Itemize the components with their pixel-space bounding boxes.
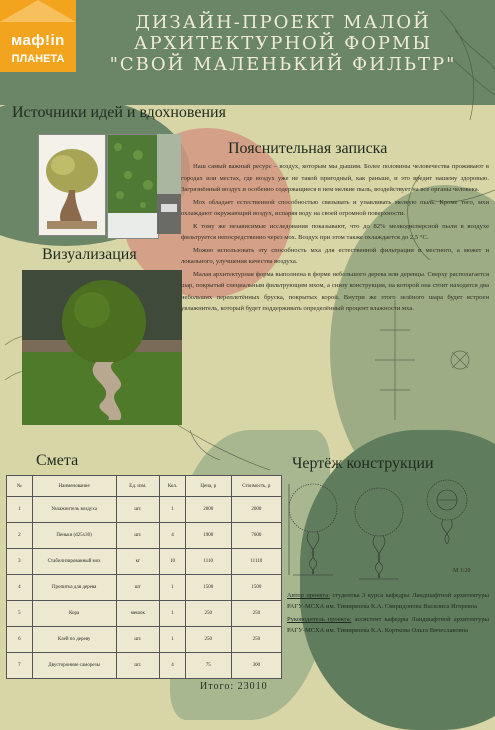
inspiration-photo-moss-tree [38,134,106,236]
note-heading: Пояснительная записка [228,140,388,157]
column-header: Цена, р [185,476,231,497]
table-row [7,523,282,549]
note-paragraph: К тому же независимые исследования показывают, что до 82% мелкодисперсной пыли в воздухе фильтруется непосредственно через мох. Воздух при этом также охлаждается до 2,5 °С. [181,222,489,241]
table-cell: Пеньки (d25х30) [32,523,116,549]
table-cell: мешок [116,601,160,627]
estimate-table [6,475,282,679]
table-cell: 250 [185,601,231,627]
visualization-heading: Визуализация [42,246,137,263]
logo-roof-shape [0,0,76,22]
table-cell: 1900 [185,523,231,549]
table-cell: 1 [160,575,186,601]
column-header: Ед. изм. [116,476,160,497]
logo-text: маф!in [11,32,65,49]
author-text: студентка 3 курса кафедры Ландшафтной архитектуры РАГУ-МСХА им. Тимирязева К.А. Свиридонова Василиса Игоревна [287,592,490,610]
estimate-heading: Смета [36,452,79,469]
supervisor-label: Руководитель проекта: [287,616,352,623]
author-credit [287,590,489,612]
drawing-heading: Чертёж конструкции [292,455,434,472]
table-cell: 7 [7,653,33,679]
table-cell: 5 [7,601,33,627]
table-cell: Клей по дереву [32,627,116,653]
table-cell: 1500 [231,575,281,601]
note-paragraph: Мох обладает естественной способностью связывать и упавливать мелкую пыль. Кроме того, мхи охлаждают окружающий воздух, испаряя воду на своей огромной поверхности. [181,198,489,217]
note-paragraph: Наш самый важный ресурс – воздух, которым мы дышим. Более половины человечества проживают в городах или местах, где воздух уже не такой пригодный, как раньше, и это вредит нашему здоровью. Загрязнённый воздух и особенно содержащиеся в нем мелкие пыль, воздействует на все органы человека. [181,163,489,193]
note-paragraph: Малая архитектурная форма выполнена в форме небольшого дерева или деревцы. Сверху располагается шар, покрытый специальным фильтрующим мхом, а снизу конструкция, на которой она стоит находятся два небольших переплетённых бруска, покрытых корой. Внутри же этого зелёного шара будет встроен увлажнитель, который будет поддерживать определённый процент влажности мха. [181,270,489,312]
table-cell: 4 [160,653,186,679]
table-cell: кг [116,549,160,575]
column-header: Стоимость, р [231,476,281,497]
table-cell: 10 [160,549,186,575]
page-title [78,12,488,75]
table-cell: 300 [231,653,281,679]
table-cell: 4 [7,575,33,601]
table-cell: Двусторонние саморезы [32,653,116,679]
inspiration-photo-moss-wall [107,134,159,239]
drawing-scale: М 1:20 [453,568,471,574]
sources-heading: Источники идей и вдохновения [12,104,226,121]
table-cell: Пропитка для дерева [32,575,116,601]
author-label: Автор проекта: [287,592,330,599]
table-cell: Кора [32,601,116,627]
table-row [7,575,282,601]
table-cell: 2000 [231,497,281,523]
table-cell: 1 [7,497,33,523]
table-row [7,497,282,523]
table-row [7,601,282,627]
inspiration-photo-street [157,134,181,234]
table-cell: 11110 [231,549,281,575]
table-cell: 1 [160,497,186,523]
table-row [7,627,282,653]
table-cell: 1 [160,601,186,627]
table-cell: 250 [185,627,231,653]
column-header: Наименование [32,476,116,497]
estimate-total: Итого: 23010 [200,681,268,692]
supervisor-credit [287,614,489,636]
table-cell: шт. [116,523,160,549]
explanatory-note [181,161,489,316]
table-cell: 1500 [185,575,231,601]
table-cell: 3 [7,549,33,575]
table-cell: 75 [185,653,231,679]
supervisor-text: ассистент кафедры Ландшафтной архитектуры РАГУ-МСХА им. Тимирязева К.А. Корткова Ольга Вячеславовна [287,616,489,634]
table-cell: Увлажнитель воздуха [32,497,116,523]
table-cell: 4 [160,523,186,549]
table-cell: 2000 [185,497,231,523]
table-cell: 7600 [231,523,281,549]
column-header: № [7,476,33,497]
table-cell: Стабилизированный мох [32,549,116,575]
table-cell: шт [116,575,160,601]
table-header-row [7,476,282,497]
title-line: АРХИТЕКТУРНОЙ ФОРМЫ [133,33,433,54]
table-cell: 1 [160,627,186,653]
table-cell: шт. [116,653,160,679]
credits [287,590,489,638]
table-cell: 2 [7,523,33,549]
table-cell: шт. [116,497,160,523]
table-cell: шт. [116,627,160,653]
table-cell: 1110 [185,549,231,575]
logo-subtext: ПЛАНЕТА [11,53,65,65]
table-cell: 250 [231,601,281,627]
table-cell: 250 [231,627,281,653]
title-line: ДИЗАЙН-ПРОЕКТ МАЛОЙ [135,12,431,33]
table-cell: 6 [7,627,33,653]
table-row [7,653,282,679]
visualization-photo [22,270,182,425]
column-header: Кол. [160,476,186,497]
title-line: "СВОЙ МАЛЕНЬКИЙ ФИЛЬТР" [109,54,457,75]
logo [0,0,76,72]
note-paragraph: Можно использовать эту способность мха для естественной фильтрации и местного, а может и локального, улучшения качества воздуха. [181,246,489,265]
table-row [7,549,282,575]
